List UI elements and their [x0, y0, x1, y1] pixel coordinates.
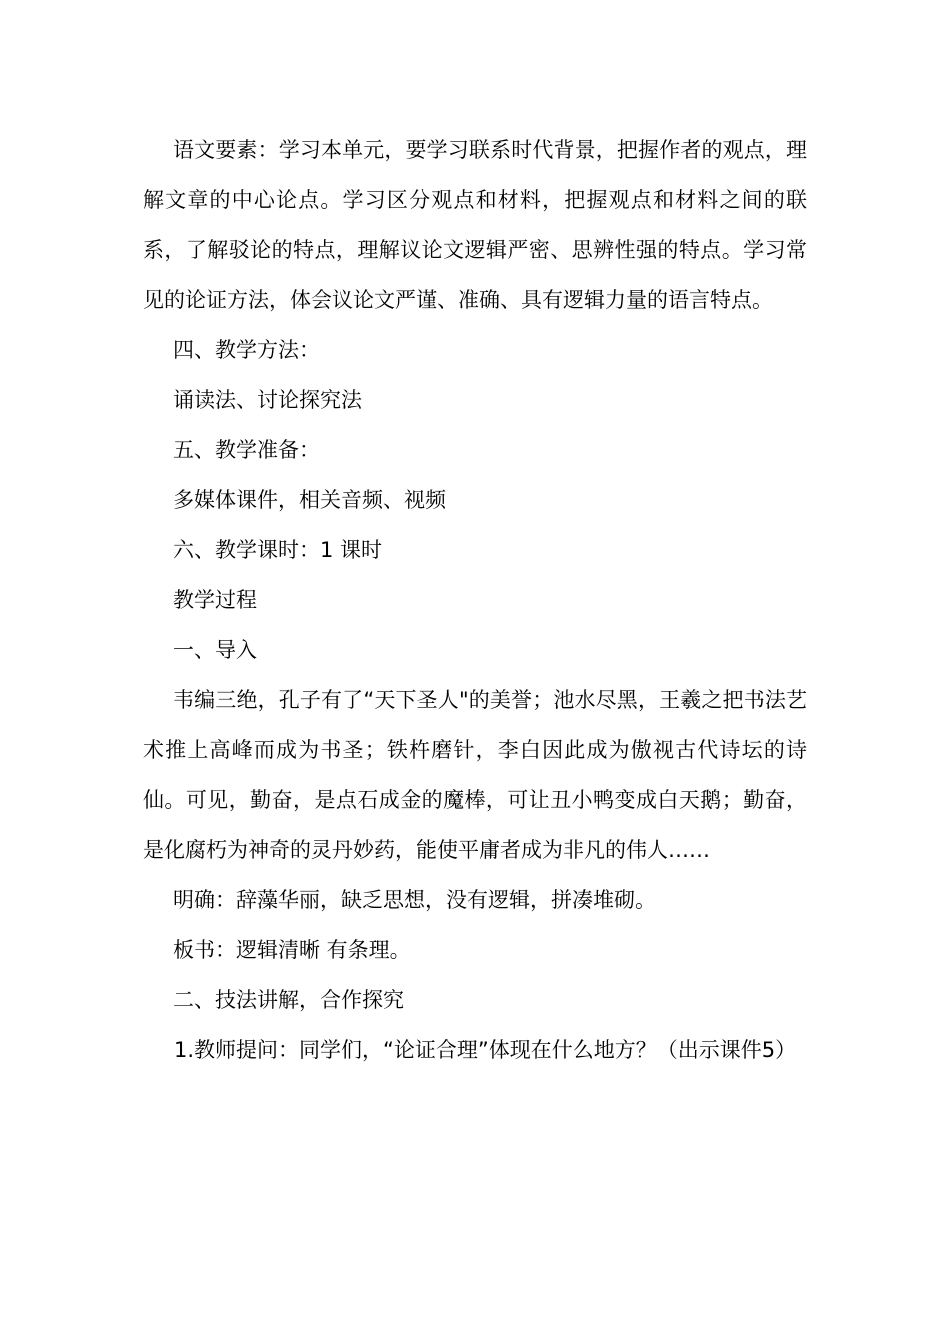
paragraph-teaching-methods: 诵读法、讨论探究法 [173, 388, 362, 412]
heading-teaching-preparation: 五、教学准备： [173, 438, 320, 462]
document-page [143, 125, 807, 1075]
heading-class-hours: 六、教学课时：1 课时 [173, 538, 383, 562]
paragraph-introduction: 韦编三绝，孔子有了“天下圣人"的美誉；池水尽黑，王羲之把书法艺术推上高峰而成为书圣；铁杵磨针，李白因此成为傲视古代诗坛的诗仙。可见，勤奋，是点石成金的魔棒，可让丑小鸭变成白天鹅；勤奋，是化腐朽为神奇的灵丹妙药，能使平庸者成为非凡的伟人…… [143, 688, 807, 862]
heading-teaching-methods: 四、教学方法： [173, 338, 320, 362]
paragraph-teaching-preparation: 多媒体课件，相关音频、视频 [173, 488, 446, 512]
paragraph-blackboard: 板书：逻辑清晰 有条理。 [173, 938, 411, 962]
paragraph-teacher-question: 1.教师提问：同学们，“论证合理”体现在什么地方？（出示课件5） [174, 1038, 797, 1062]
heading-teaching-process: 教学过程 [173, 588, 257, 612]
heading-technique-explanation: 二、技法讲解，合作探究 [173, 988, 404, 1012]
heading-introduction: 一、导入 [173, 638, 257, 662]
paragraph-clarify: 明确：辞藻华丽，缺乏思想，没有逻辑，拼凑堆砌。 [173, 888, 656, 912]
paragraph-language-elements: 语文要素：学习本单元，要学习联系时代背景，把握作者的观点，理解文章的中心论点。学习区分观点和材料，把握观点和材料之间的联系，了解驳论的特点，理解议论文逻辑严密、思辨性强的特点。学习常见的论证方法，体会议论文严谨、准确、具有逻辑力量的语言特点。 [143, 138, 807, 312]
